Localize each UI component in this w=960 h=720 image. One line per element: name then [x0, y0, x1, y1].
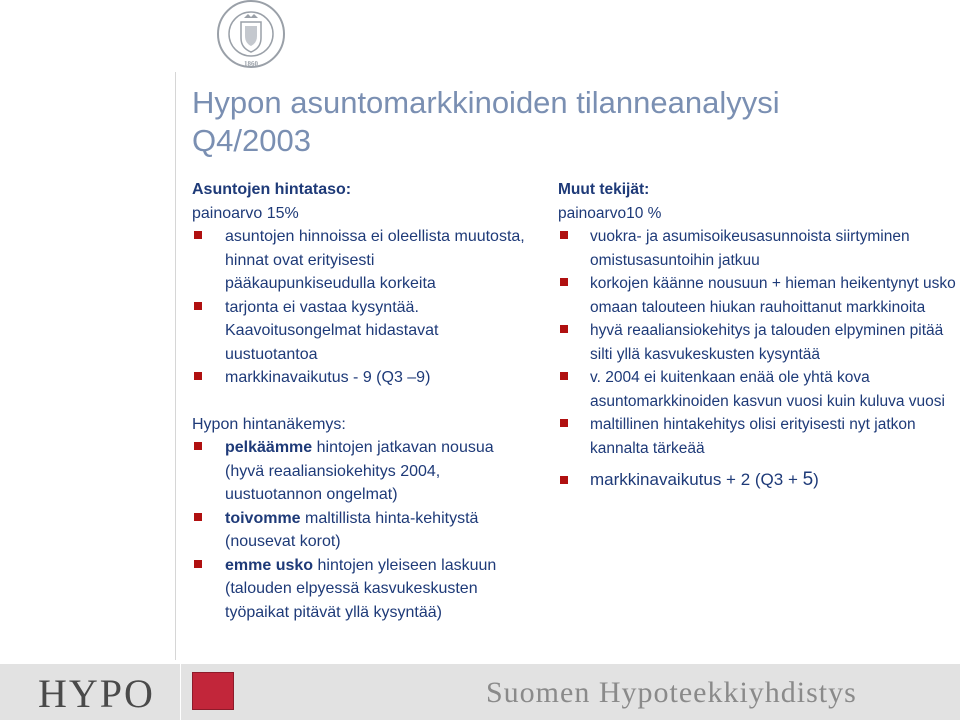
- list-item: korkojen käänne nousuun + hieman heikentynyt usko omaan talouteen hiukan rauhoittanut markkinoita: [558, 272, 958, 319]
- list-item: pelkäämme hintojen jatkavan nousua (hyvä reaaliansiokehitys 2004, uustuotannon ongelmat): [192, 436, 527, 507]
- list-item: v. 2004 ei kuitenkaan enää ole yhtä kova asuntomarkkinoiden kasvun vuosi kuin kuluva vuosi: [558, 366, 958, 413]
- right-heading: Muut tekijät:: [558, 181, 650, 198]
- bullet-square-icon: [560, 476, 568, 484]
- list-item: tarjonta ei vastaa kysyntää. Kaavoitusongelmat hidastavat uustuotantoa: [192, 296, 527, 367]
- bullet-square-icon: [560, 278, 568, 286]
- left-column: [192, 178, 527, 624]
- list-item: maltillinen hintakehitys olisi erityisesti nyt jatkon kannalta tärkeää: [558, 413, 958, 460]
- svg-text:1860: 1860: [244, 60, 258, 68]
- bullet-square-icon: [194, 442, 202, 450]
- bullet-square-icon: [194, 513, 202, 521]
- left-heading: Asuntojen hintataso:: [192, 181, 352, 198]
- page-title: [192, 84, 892, 160]
- title-line-1: Hypon asuntomarkkinoiden tilanneanalyysi: [192, 85, 780, 120]
- view-heading: Hypon hintanäkemys:: [192, 415, 346, 433]
- bullet-square-icon: [560, 419, 568, 427]
- bullet-square-icon: [560, 325, 568, 333]
- bullet-square-icon: [560, 231, 568, 239]
- view-bullet-list: [192, 436, 527, 624]
- bullet-square-icon: [560, 372, 568, 380]
- left-bullet-list: [192, 225, 527, 390]
- brand-square-icon: [192, 672, 234, 710]
- vertical-divider: [175, 72, 176, 660]
- footer-brand: HYPO: [38, 671, 155, 716]
- bullet-square-icon: [194, 560, 202, 568]
- hypo-seal-logo: [208, 0, 294, 72]
- footer-organization: Suomen Hypoteekkiyhdistys: [486, 676, 857, 709]
- right-bullet-list: [558, 225, 958, 492]
- list-item: emme usko hintojen yleiseen laskuun (talouden elpyessä kasvukeskusten työpaikat pitävät yllä kysyntää): [192, 554, 527, 625]
- list-item: toivomme maltillista hinta-kehitystä (nousevat korot): [192, 507, 527, 554]
- list-item: vuokra- ja asumisoikeusasunnoista siirtyminen omistusasuntoihin jatkuu: [558, 225, 958, 272]
- list-item: asuntojen hinnoissa ei oleellista muutosta, hinnat ovat erityisesti pääkaupunkiseudulla korkeita: [192, 225, 527, 296]
- bullet-square-icon: [194, 372, 202, 380]
- right-column: [558, 178, 958, 492]
- bullet-square-icon: [194, 302, 202, 310]
- footer-bar: [0, 664, 960, 720]
- list-item: hyvä reaaliansiokehitys ja talouden elpyminen pitää silti yllä kasvukeskusten kysyntää: [558, 319, 958, 366]
- list-item: markkinavaikutus + 2 (Q3 + 5): [558, 468, 958, 492]
- bullet-square-icon: [194, 231, 202, 239]
- title-line-2: Q4/2003: [192, 123, 311, 158]
- footer-separator: [180, 664, 181, 720]
- list-item: markkinavaikutus - 9 (Q3 –9): [192, 366, 527, 390]
- right-weight: painoarvo10 %: [558, 204, 662, 222]
- left-weight: painoarvo 15%: [192, 204, 299, 222]
